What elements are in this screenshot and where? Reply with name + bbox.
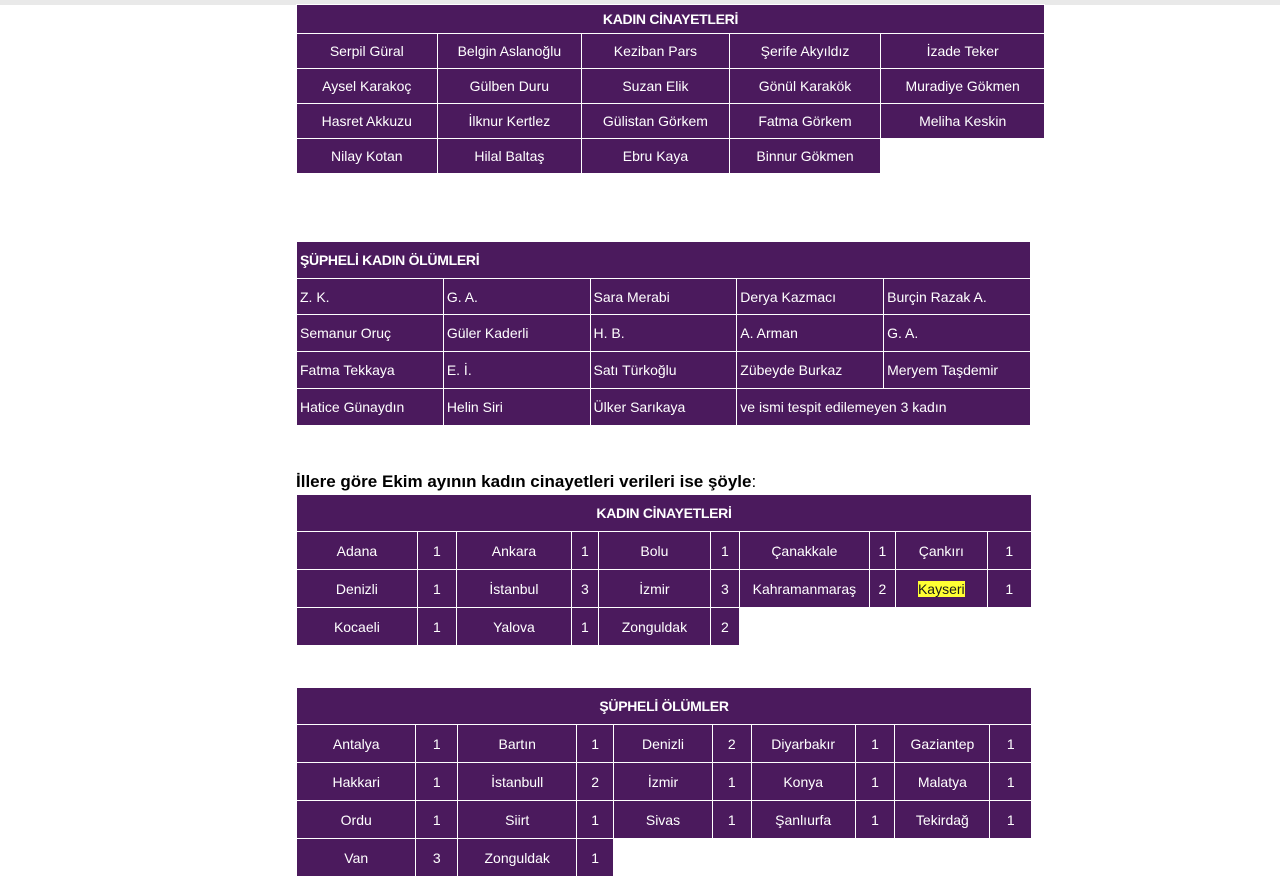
count-cell: 3	[416, 839, 457, 876]
province-cell: İzmir	[614, 763, 712, 800]
count-cell: 1	[416, 763, 457, 800]
table-cell: Fatma Görkem	[730, 104, 881, 138]
count-cell: 1	[713, 801, 750, 838]
table-cell: Aysel Karakoç	[297, 69, 437, 103]
empty-cell	[740, 608, 1031, 645]
count-cell: 2	[713, 725, 750, 762]
table-cell: Sara Merabi	[591, 279, 737, 314]
province-cell: Hakkari	[297, 763, 415, 800]
table-cell: Muradiye Gökmen	[881, 69, 1044, 103]
count-cell: 1	[572, 608, 598, 645]
table-title: KADIN CİNAYETLERİ	[297, 495, 1031, 531]
province-cell: Ordu	[297, 801, 415, 838]
table-cell: Binnur Gökmen	[730, 139, 881, 173]
table-cell: Meryem Taşdemir	[884, 352, 1030, 388]
province-cell: Denizli	[297, 570, 417, 607]
count-cell: 3	[711, 570, 739, 607]
section-intro-sentence	[296, 472, 756, 492]
table-cell: G. A.	[884, 315, 1030, 351]
table-cell: Suzan Elik	[582, 69, 729, 103]
province-cell: Konya	[752, 763, 855, 800]
count-cell: 1	[711, 532, 739, 569]
suspicious-deaths-names-table	[296, 241, 1031, 426]
table-title: ŞÜPHELİ KADIN ÖLÜMLERİ	[297, 242, 1030, 278]
table-cell: Zübeyde Burkaz	[737, 352, 883, 388]
table-cell: Z. K.	[297, 279, 443, 314]
province-cell: Bolu	[599, 532, 710, 569]
table-cell: Ülker Sarıkaya	[591, 389, 737, 425]
count-cell: 1	[577, 725, 612, 762]
province-cell: Kahramanmaraş	[740, 570, 869, 607]
table-cell: İzade Teker	[881, 34, 1044, 68]
table-cell: Serpil Güral	[297, 34, 437, 68]
count-cell: 2	[711, 608, 739, 645]
province-cell: Çanakkale	[740, 532, 869, 569]
province-cell: Ankara	[457, 532, 571, 569]
suspicious-deaths-by-province-table	[296, 687, 1032, 877]
province-cell: Gaziantep	[895, 725, 989, 762]
province-cell: Denizli	[614, 725, 712, 762]
province-cell: Kocaeli	[297, 608, 417, 645]
highlighted-text: Kayseri	[917, 580, 965, 597]
table-cell: Gülistan Görkem	[582, 104, 729, 138]
table-cell: Güler Kaderli	[444, 315, 590, 351]
province-cell: Adana	[297, 532, 417, 569]
count-cell: 1	[713, 763, 750, 800]
count-cell: 1	[870, 532, 895, 569]
table-cell: Gülben Duru	[438, 69, 582, 103]
count-cell: 1	[856, 725, 894, 762]
province-cell: İstanbull	[458, 763, 576, 800]
province-cell: Yalova	[457, 608, 571, 645]
province-cell: Çankırı	[896, 532, 987, 569]
table-cell: Şerife Akyıldız	[730, 34, 881, 68]
table-cell: İlknur Kertlez	[438, 104, 582, 138]
table-title: KADIN CİNAYETLERİ	[297, 5, 1044, 33]
province-cell: İstanbul	[457, 570, 571, 607]
province-cell: Malatya	[895, 763, 989, 800]
province-cell: Van	[297, 839, 415, 876]
province-cell-highlighted	[896, 570, 987, 607]
women-murders-by-province-table	[296, 494, 1032, 646]
count-cell: 1	[416, 801, 457, 838]
count-cell: 1	[988, 570, 1031, 607]
province-cell: Antalya	[297, 725, 415, 762]
count-cell: 1	[577, 801, 612, 838]
table-cell: A. Arman	[737, 315, 883, 351]
table-cell: Fatma Tekkaya	[297, 352, 443, 388]
table-cell: Gönül Karakök	[730, 69, 881, 103]
count-cell: 1	[418, 608, 456, 645]
sentence-bold-text: İllere göre Ekim ayının kadın cinayetleri verileri ise şöyle	[296, 472, 752, 491]
count-cell: 1	[990, 725, 1031, 762]
count-cell: 1	[416, 725, 457, 762]
table-cell: G. A.	[444, 279, 590, 314]
count-cell: 2	[577, 763, 612, 800]
table-cell: Burçin Razak A.	[884, 279, 1030, 314]
table-cell: Helin Siri	[444, 389, 590, 425]
province-cell: Zonguldak	[599, 608, 710, 645]
empty-cell	[614, 839, 1031, 876]
count-cell: 1	[418, 532, 456, 569]
province-cell: Bartın	[458, 725, 576, 762]
table-cell: ve ismi tespit edilemeyen 3 kadın	[737, 389, 1030, 425]
table-cell: Ebru Kaya	[582, 139, 729, 173]
table-cell: Nilay Kotan	[297, 139, 437, 173]
table-cell: Semanur Oruç	[297, 315, 443, 351]
province-cell: Diyarbakır	[752, 725, 855, 762]
count-cell: 1	[990, 801, 1031, 838]
table-cell: Hasret Akkuzu	[297, 104, 437, 138]
empty-cell	[881, 139, 1044, 173]
count-cell: 1	[988, 532, 1031, 569]
table-cell: H. B.	[591, 315, 737, 351]
count-cell: 1	[572, 532, 598, 569]
province-cell: Sivas	[614, 801, 712, 838]
province-cell: Tekirdağ	[895, 801, 989, 838]
count-cell: 1	[856, 763, 894, 800]
count-cell: 1	[856, 801, 894, 838]
sentence-colon: :	[751, 472, 757, 491]
table-cell: Hilal Baltaş	[438, 139, 582, 173]
table-cell: Keziban Pars	[582, 34, 729, 68]
count-cell: 1	[577, 839, 612, 876]
table-cell: Hatice Günaydın	[297, 389, 443, 425]
count-cell: 2	[870, 570, 895, 607]
province-cell: İzmir	[599, 570, 710, 607]
count-cell: 1	[418, 570, 456, 607]
province-cell: Zonguldak	[458, 839, 576, 876]
province-cell: Siirt	[458, 801, 576, 838]
table-cell: Belgin Aslanoğlu	[438, 34, 582, 68]
table-cell: Satı Türkoğlu	[591, 352, 737, 388]
table-title: ŞÜPHELİ ÖLÜMLER	[297, 688, 1031, 724]
count-cell: 1	[990, 763, 1031, 800]
count-cell: 3	[572, 570, 598, 607]
table-cell: Meliha Keskin	[881, 104, 1044, 138]
province-cell: Şanlıurfa	[752, 801, 855, 838]
table-cell: E. İ.	[444, 352, 590, 388]
table-cell: Derya Kazmacı	[737, 279, 883, 314]
women-murders-names-table	[296, 4, 1045, 174]
